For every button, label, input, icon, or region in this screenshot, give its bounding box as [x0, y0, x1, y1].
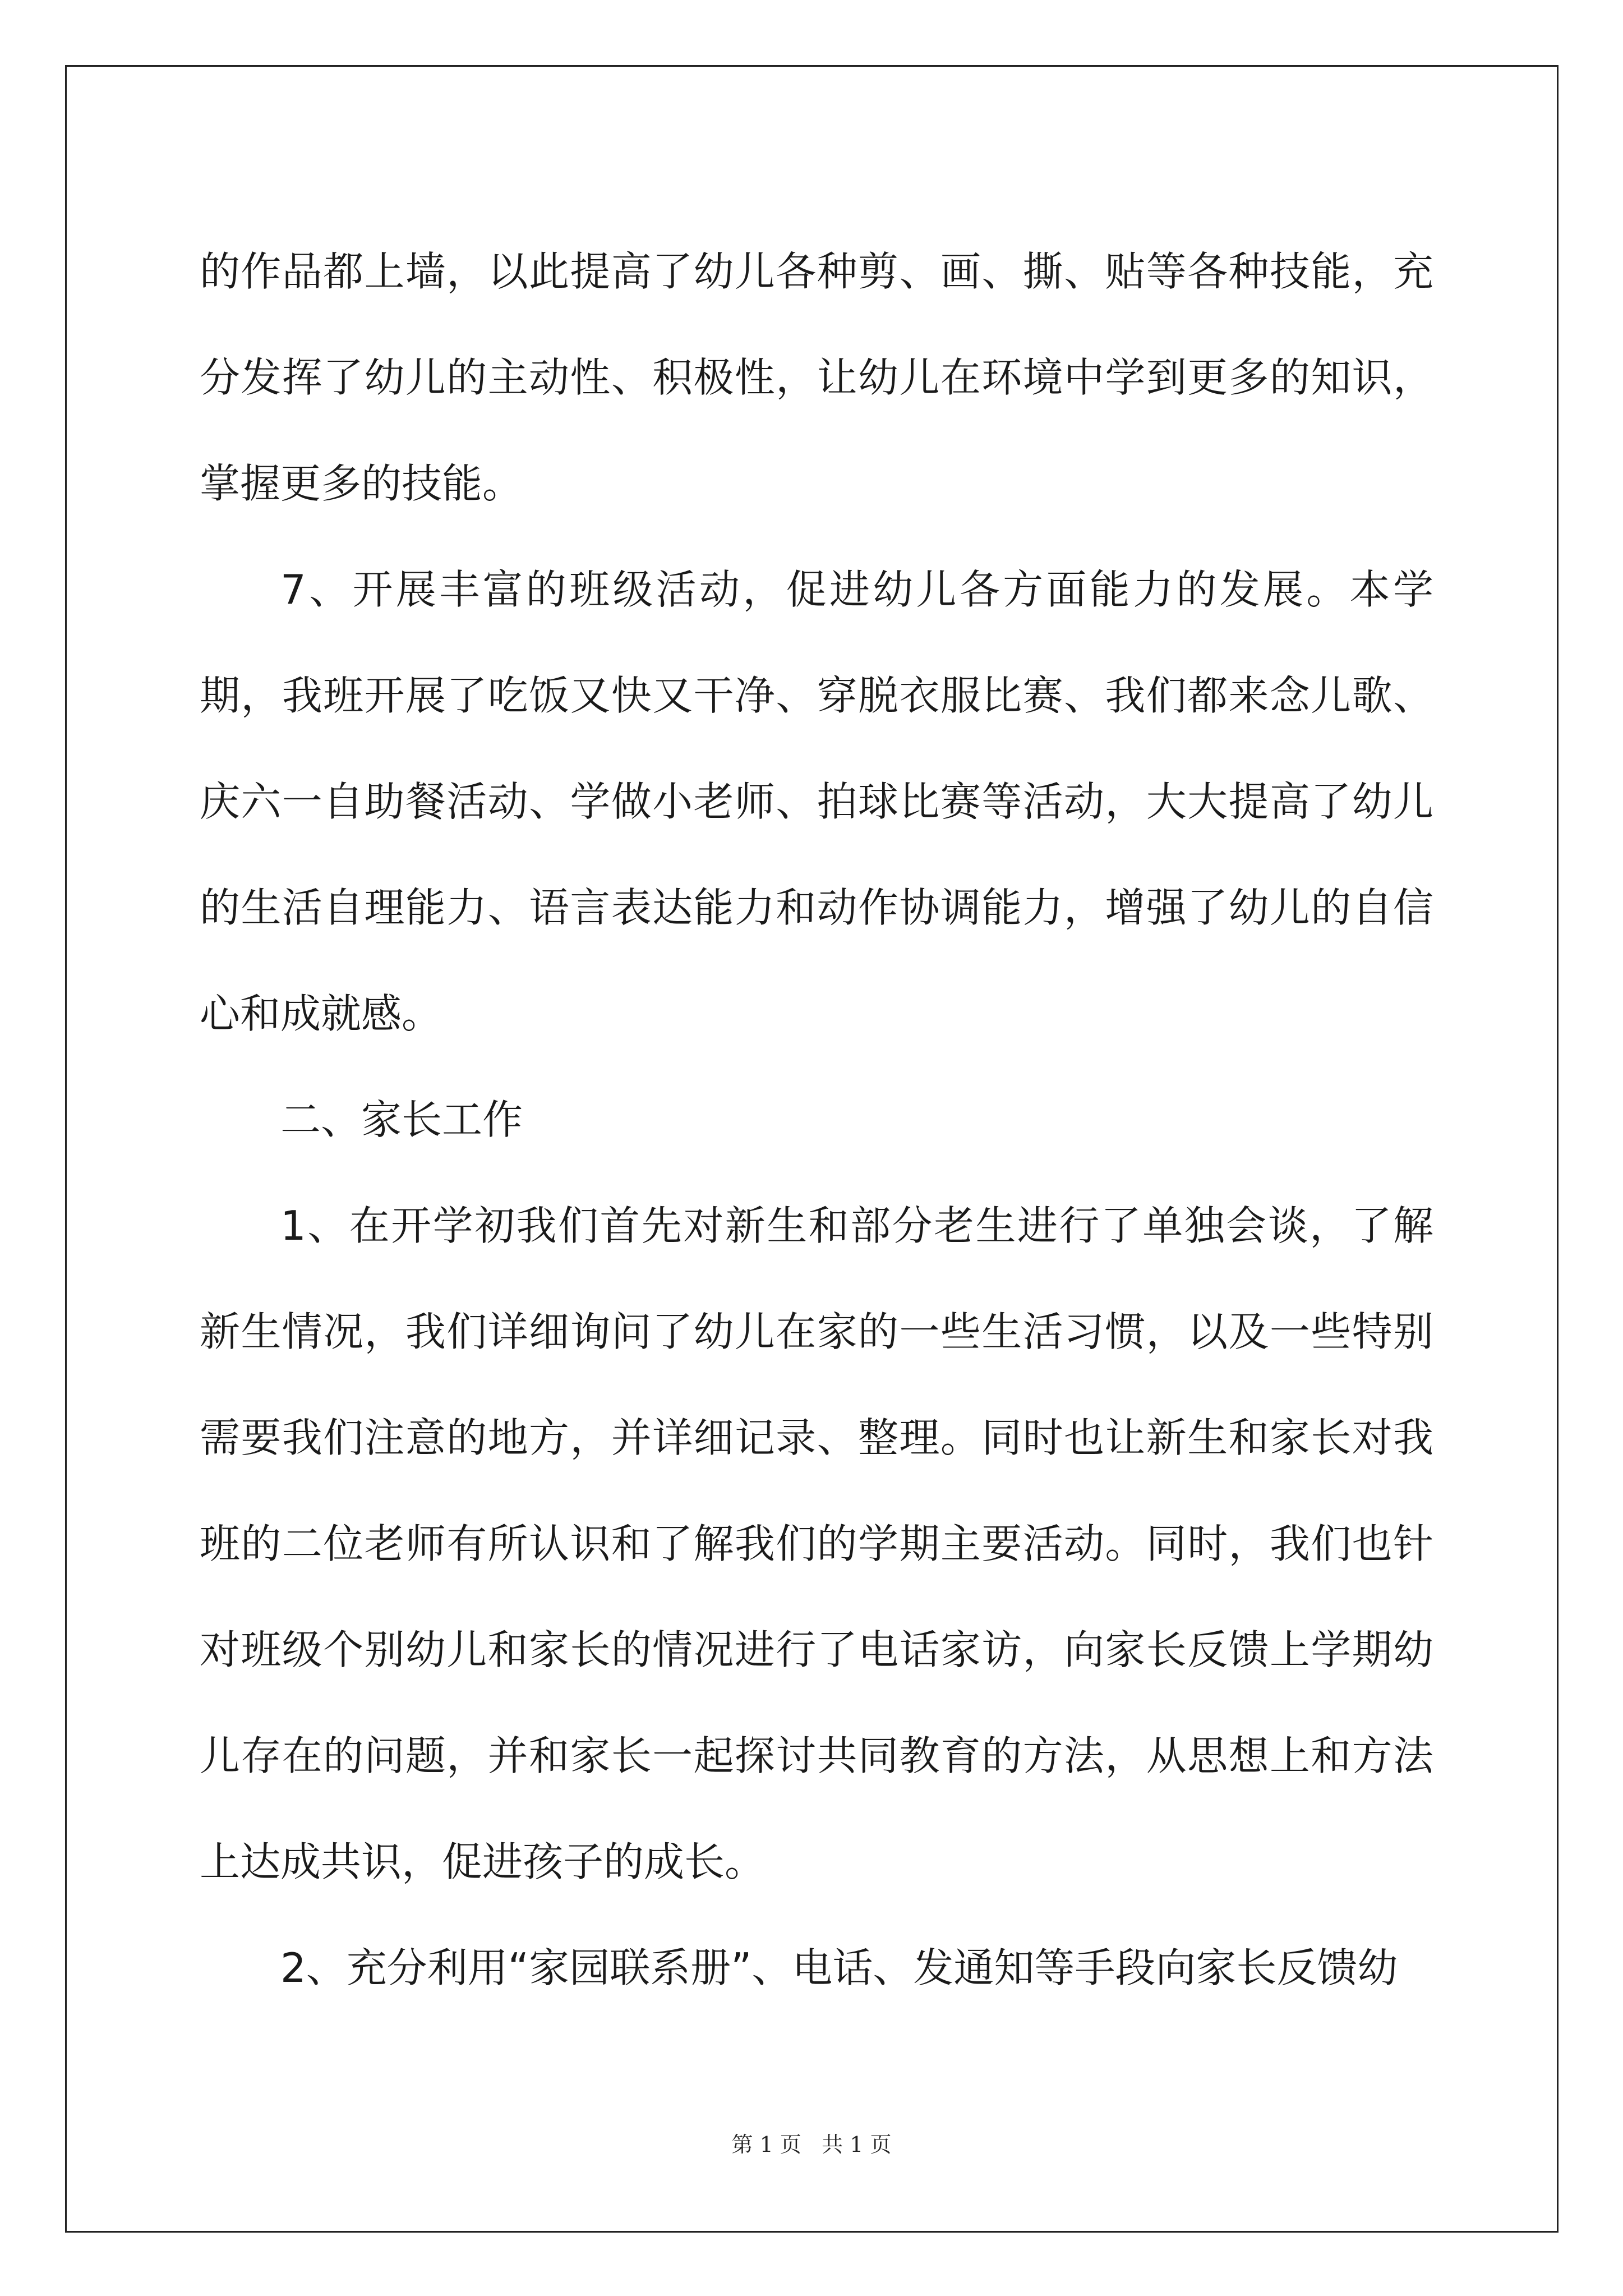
paragraph-parent-meetings: 1、在开学初我们首先对新生和部分老生进行了单独会谈，了解新生情况，我们详细询问了幼儿在家的一些生活习惯，以及一些特别需要我们注意的地方，并详细记录、整理。同时也让新生和家长对我班的二位老师有所认识和了解我们的学期主要活动。同时，我们也针对班级个别幼儿和家长的情况进行了电话家访，向家长反馈上学期幼儿存在的问题，并和家长一起探讨共同教育的方法，从思想上和方法上达成共识，促进孩子的成长。 — [200, 1202, 1433, 1885]
page-number: 第 1 页 — [731, 2132, 801, 2157]
page-footer — [0, 2127, 1623, 2158]
section-heading-parent-work: 二、家长工作 — [280, 1096, 523, 1143]
page-total: 共 1 页 — [822, 2132, 892, 2157]
paragraph-continuation: 的作品都上墙，以此提高了幼儿各种剪、画、撕、贴等各种技能，充分发挥了幼儿的主动性、积极性，让幼儿在环境中学到更多的知识，掌握更多的技能。 — [200, 248, 1433, 507]
paragraph-contact-methods: 2、充分利用“家园联系册”、电话、发通知等手段向家长反馈幼 — [280, 1944, 1398, 1991]
paragraph-class-activities: 7、开展丰富的班级活动，促进幼儿各方面能力的发展。本学期，我班开展了吃饭又快又干净、穿脱衣服比赛、我们都来念儿歌、庆六一自助餐活动、学做小老师、拍球比赛等活动，大大提高了幼儿的生活自理能力、语言表达能力和动作协调能力，增强了幼儿的自信心和成就感。 — [200, 566, 1433, 1037]
document-body — [200, 219, 1433, 2021]
